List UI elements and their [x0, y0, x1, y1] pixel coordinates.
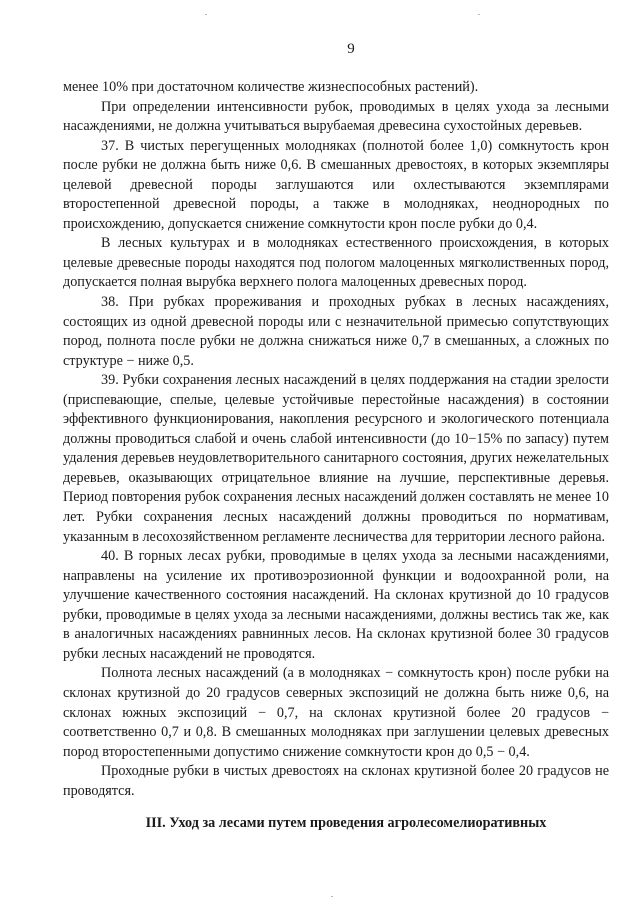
body-text	[63, 78, 609, 801]
paragraph-40: 40. В горных лесах рубки, проводимые в целях ухода за лесными насаждениями, направлены на усиление их противоэрозионной функции и водоохранной роли, на улучшение качественного состояния насаждений. На склонах крутизной до 10 градусов рубки, проводимые в целях ухода за лесными насаждениями, должны вестись так же, как в аналогичных насаждениях равнинных лесов. На склонах крутизной более 30 градусов рубки лесных насаждений не проводятся.	[63, 548, 609, 662]
scan-speck	[478, 14, 480, 15]
scan-speck	[205, 14, 207, 15]
paragraph-37: 37. В чистых перегущенных молодняках (полнотой более 1,0) сомкнутость крон после рубки не должна быть ниже 0,6. В смешанных древостоях, в которых экземпляры целевой древесной породы заглушаются или охлестываются экземплярами второстепенной древесной породы, а также в молодняках, неоднородных по происхождению, допускается снижение сомкнутости крон после рубки до 0,4.	[63, 137, 609, 232]
paragraph-forest-cultures: В лесных культурах и в молодняках естественного происхождения, в которых целевые древесные породы находятся под пологом малоценных мягколиственных пород, допускается полная вырубка верхнего полога малоценных древесных пород.	[63, 235, 609, 291]
paragraph-intensity-note: При определении интенсивности рубок, проводимых в целях ухода за лесными насаждениями, не должна учитываться вырубаемая древесина сухостойных деревьев.	[63, 98, 609, 135]
paragraph-38: 38. При рубках прореживания и проходных рубках в лесных насаждениях, состоящих из одной древесной породы или с незначительной примесью сопутствующих пород, полнота после рубки не должна снижаться ниже 0,7 в смешанных, а сложных по структуре − ниже 0,5.	[63, 294, 609, 369]
scan-speck	[331, 896, 333, 897]
paragraph-continuation: менее 10% при достаточном количестве жизнеспособных растений).	[63, 79, 479, 95]
page-number: 9	[347, 41, 355, 57]
paragraph-passage-cuttings: Проходные рубки в чистых древостоях на склонах крутизной более 20 градусов не проводятся.	[63, 763, 609, 799]
paragraph-slope-density: Полнота лесных насаждений (а в молодняках − сомкнутость крон) после рубки на склонах крутизной до 20 градусов северных экспозиций не должна быть ниже 0,6, на склонах южных экспозиций − 0,7, на склонах крутизной более 20 градусов − соответственно 0,7 и 0,8. В смешанных молодняках при заглушении целевых древесных пород второстепенными допустимо снижение сомкнутости крон до 0,5 − 0,4.	[63, 665, 609, 760]
paragraph-39: 39. Рубки сохранения лесных насаждений в целях поддержания на стадии зрелости (приспевающие, спелые, целевые устойчивые перестойные насаждения) в состоянии эффективного функционирования, накопления ресурсного и экологического потенциала должны проводиться слабой и очень слабой интенсивности (до 10−15% по запасу) путем удаления деревьев неудовлетворительного санитарного состояния, других нежелательных деревьев, оказывающих отрицательное влияние на лучшие, перспективные деревья. Период повторения рубок сохранения лесных насаждений должен составлять не менее 10 лет. Рубки сохранения лесных насаждений должны проводиться по нормативам, указанным в лесохозяйственном регламенте лесничества для территории лесного района.	[63, 372, 609, 545]
section-heading: III. Уход за лесами путем проведения агролесомелиоративных	[145, 815, 547, 832]
